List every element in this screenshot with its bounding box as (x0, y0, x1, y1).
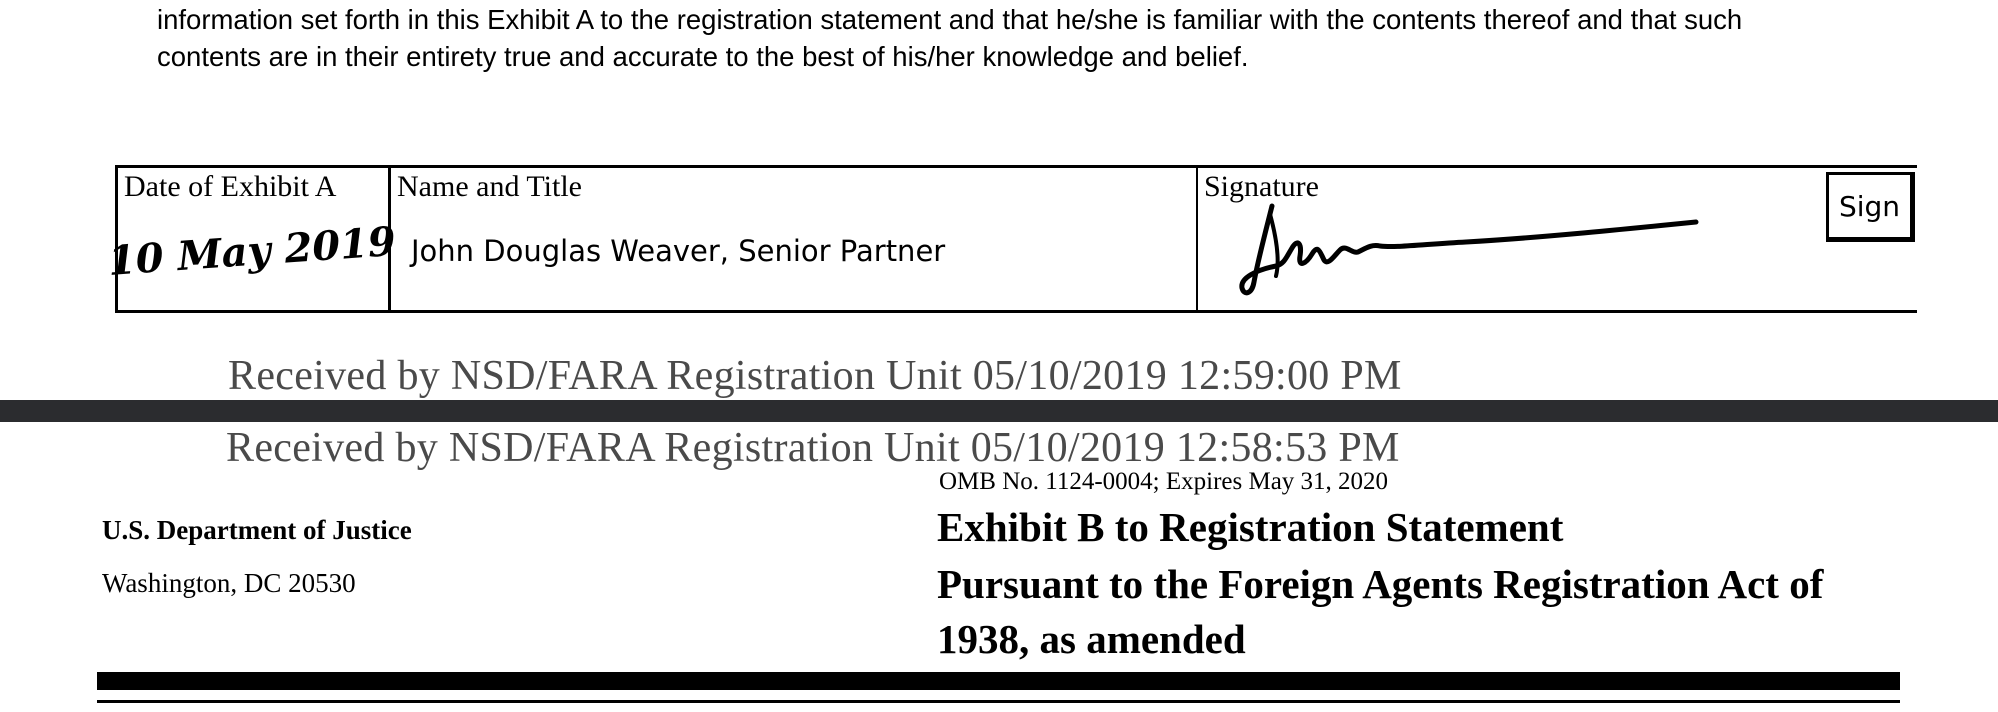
name-and-title-label: Name and Title (397, 170, 582, 203)
table-top-border (115, 165, 1917, 168)
header-rule-thick (97, 672, 1900, 690)
exhibit-b-title-line-1: Exhibit B to Registration Statement (937, 504, 1564, 550)
page-separator-band (0, 400, 1998, 422)
date-of-exhibit-label: Date of Exhibit A (124, 170, 337, 203)
department-address: Washington, DC 20530 (102, 568, 356, 598)
received-stamp-upper: Received by NSD/FARA Registration Unit 05/10/2019 12:59:00 PM (228, 353, 1402, 399)
omb-number: OMB No. 1124-0004; Expires May 31, 2020 (939, 468, 1389, 495)
header-rule-thin (97, 700, 1900, 703)
attestation-paragraph-line-2: contents are in their entirety true and accurate to the best of his/her knowledge and belief. (157, 41, 1249, 72)
name-and-title-value[interactable]: John Douglas Weaver, Senior Partner (411, 234, 946, 268)
table-divider-name-signature (1196, 165, 1198, 312)
table-bottom-border (115, 310, 1917, 313)
attestation-paragraph-line-1: information set forth in this Exhibit A to the registration statement and that he/she is familiar with the contents thereof and that such (157, 4, 1743, 35)
signature-label: Signature (1204, 170, 1319, 203)
department-name: U.S. Department of Justice (102, 515, 412, 545)
received-stamp-lower: Received by NSD/FARA Registration Unit 05/10/2019 12:58:53 PM (226, 425, 1400, 471)
exhibit-b-title-line-3: 1938, as amended (937, 616, 1246, 662)
exhibit-b-title-line-2: Pursuant to the Foreign Agents Registration Act of (937, 561, 1824, 607)
date-of-exhibit-value[interactable]: 10 May 2019 (106, 217, 398, 285)
sign-button[interactable]: Sign (1826, 172, 1915, 242)
handwritten-signature (1236, 200, 1706, 300)
